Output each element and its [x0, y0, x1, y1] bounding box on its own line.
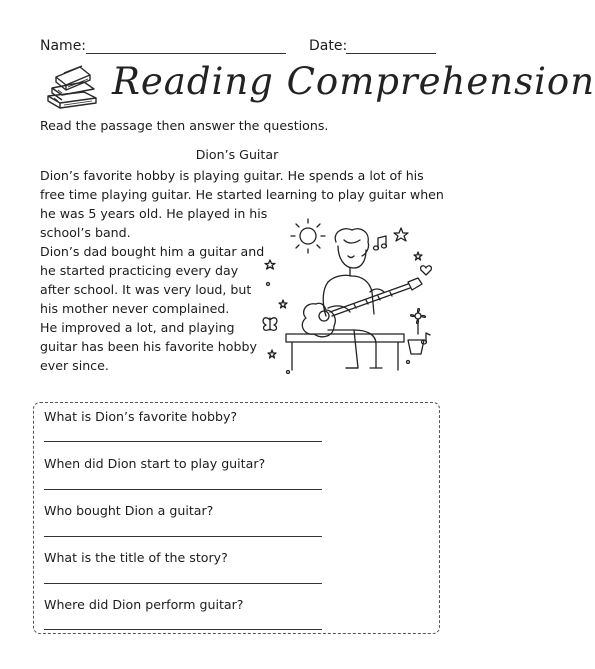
heart-icon	[421, 266, 432, 275]
question-5: Where did Dion perform guitar?	[44, 597, 244, 612]
answer-line-1[interactable]	[44, 441, 322, 442]
date-label: Date:	[309, 38, 348, 54]
date-field[interactable]	[346, 53, 436, 54]
story-title: Dion’s Guitar	[195, 147, 279, 162]
instructions: Read the passage then answer the questions.	[40, 118, 329, 133]
question-3: Who bought Dion a guitar?	[44, 503, 214, 518]
passage-line: he started practicing every day	[40, 263, 239, 278]
star-icon	[265, 260, 275, 269]
worksheet-title: Reading Comprehension	[112, 60, 595, 103]
question-1: What is Dion’s favorite hobby?	[44, 409, 238, 424]
passage-line: He improved a lot, and playing	[40, 320, 235, 335]
passage-line: school’s band.	[40, 225, 131, 240]
star-icon	[268, 350, 276, 358]
passage-line: after school. It was very loud, but	[40, 282, 252, 297]
passage-line: Dion’s dad bought him a guitar and	[40, 244, 265, 259]
passage-line: guitar has been his favorite hobby	[40, 339, 257, 354]
passage-line: free time playing guitar. He started learning to play guitar when	[40, 187, 444, 202]
answer-line-5[interactable]	[44, 629, 322, 630]
books-stack-icon	[44, 62, 104, 112]
butterfly-icon	[263, 318, 277, 331]
passage-line: ever since.	[40, 358, 109, 373]
flower-icon	[411, 309, 426, 335]
question-4: What is the title of the story?	[44, 550, 228, 565]
answer-line-4[interactable]	[44, 583, 322, 584]
boy-playing-guitar-illustration	[258, 212, 438, 382]
name-field[interactable]	[86, 53, 286, 54]
name-label: Name:	[40, 38, 87, 54]
passage-line: he was 5 years old. He played in his	[40, 206, 268, 221]
star-icon	[279, 300, 287, 308]
answer-line-3[interactable]	[44, 536, 322, 537]
sun-icon	[291, 219, 325, 253]
passage-line: his mother never complained.	[40, 301, 230, 316]
star-icon	[414, 252, 422, 260]
passage-line: Dion’s favorite hobby is playing guitar. He spends a lot of his	[40, 168, 424, 183]
answer-line-2[interactable]	[44, 489, 322, 490]
star-icon	[394, 228, 408, 241]
question-2: When did Dion start to play guitar?	[44, 456, 266, 471]
